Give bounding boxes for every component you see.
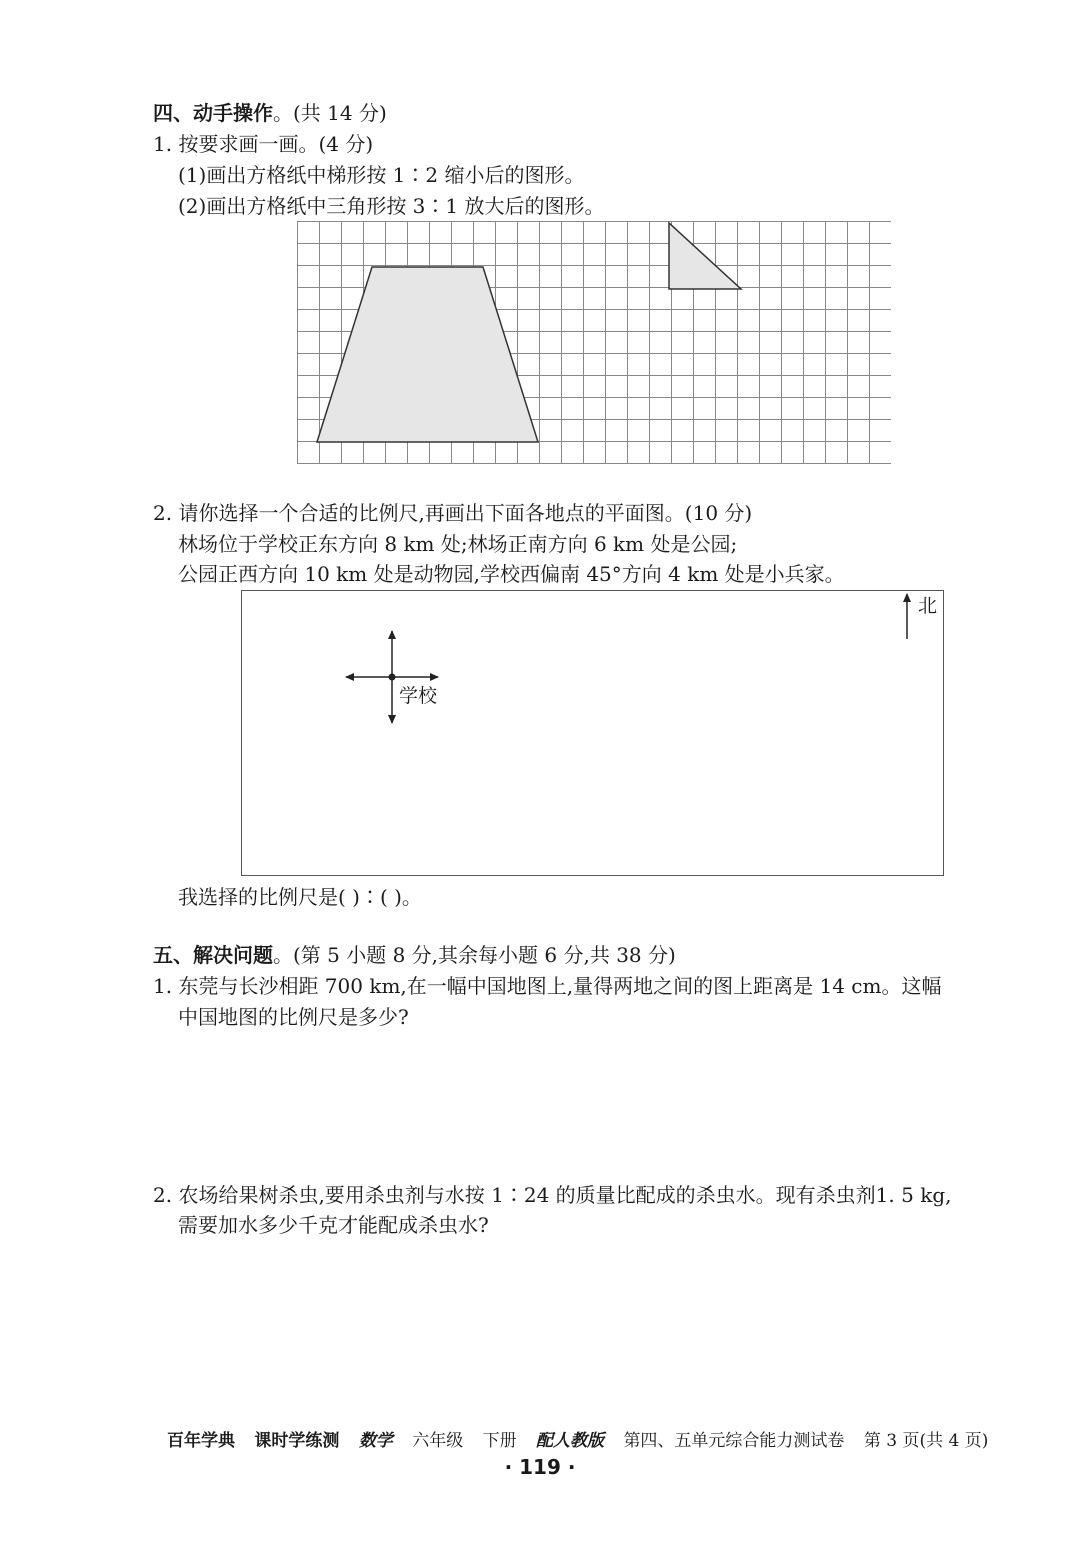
footer-subject: 数学 xyxy=(358,1431,393,1451)
footer-volume: 下册 xyxy=(482,1431,517,1451)
footer-test-name: 第四、五单元综合能力测试卷 xyxy=(623,1431,845,1451)
q1-sub1: (1)画出方格纸中梯形按 1∶2 缩小后的图形。 xyxy=(178,163,585,187)
school-label: 学校 xyxy=(399,685,438,707)
q1-title: 1. 按要求画一画。(4 分) xyxy=(153,132,374,156)
footer-page-info: 第 3 页(共 4 页) xyxy=(863,1431,989,1451)
q2-line1: 林场位于学校正东方向 8 km 处;林场正南方向 6 km 处是公园; xyxy=(178,532,738,556)
section5-heading-note: 。(第 5 小题 8 分,其余每小题 6 分,共 38 分) xyxy=(273,943,676,967)
footer-grade: 六年级 xyxy=(412,1431,464,1451)
trapezoid-shape xyxy=(317,267,538,442)
map-svg xyxy=(242,591,945,877)
footer-edition: 配人教版 xyxy=(536,1431,605,1451)
section5-heading-line xyxy=(153,942,676,968)
s5-q1-line2: 中国地图的比例尺是多少? xyxy=(178,1005,409,1029)
triangle-shape xyxy=(669,223,741,289)
footer-series: 课时学练测 xyxy=(254,1431,340,1451)
compass-cross xyxy=(346,631,438,723)
q2-line2: 公园正西方向 10 km 处是动物园,学校西偏南 45°方向 4 km 处是小兵家。 xyxy=(178,562,845,586)
north-label: 北 xyxy=(918,595,938,617)
page-number: · 119 · xyxy=(504,1455,576,1479)
section4-heading-line xyxy=(153,100,387,126)
footer-brand: 百年学典 xyxy=(167,1431,235,1451)
section5-heading: 五、解决问题 xyxy=(153,943,273,967)
section4-heading-note: 。(共 14 分) xyxy=(273,101,387,125)
s5-q1-line1: 1. 东莞与长沙相距 700 km,在一幅中国地图上,量得两地之间的图上距离是 14 cm。这幅 xyxy=(153,974,942,998)
section4-heading: 四、动手操作 xyxy=(153,101,273,125)
map-drawing-area[interactable] xyxy=(241,590,944,876)
footer xyxy=(167,1430,1002,1452)
grid-paper xyxy=(297,221,891,465)
q1-sub2: (2)画出方格纸中三角形按 3∶1 放大后的图形。 xyxy=(178,194,605,218)
scale-prompt: 我选择的比例尺是( )∶( )。 xyxy=(178,885,422,909)
s5-q2-line2: 需要加水多少千克才能配成杀虫水? xyxy=(178,1213,489,1237)
school-point xyxy=(389,674,396,681)
s5-q2-line1: 2. 农场给果树杀虫,要用杀虫剂与水按 1∶24 的质量比配成的杀虫水。现有杀虫剂1. 5 kg, xyxy=(153,1183,952,1207)
q2-title: 2. 请你选择一个合适的比例尺,再画出下面各地点的平面图。(10 分) xyxy=(153,501,753,525)
